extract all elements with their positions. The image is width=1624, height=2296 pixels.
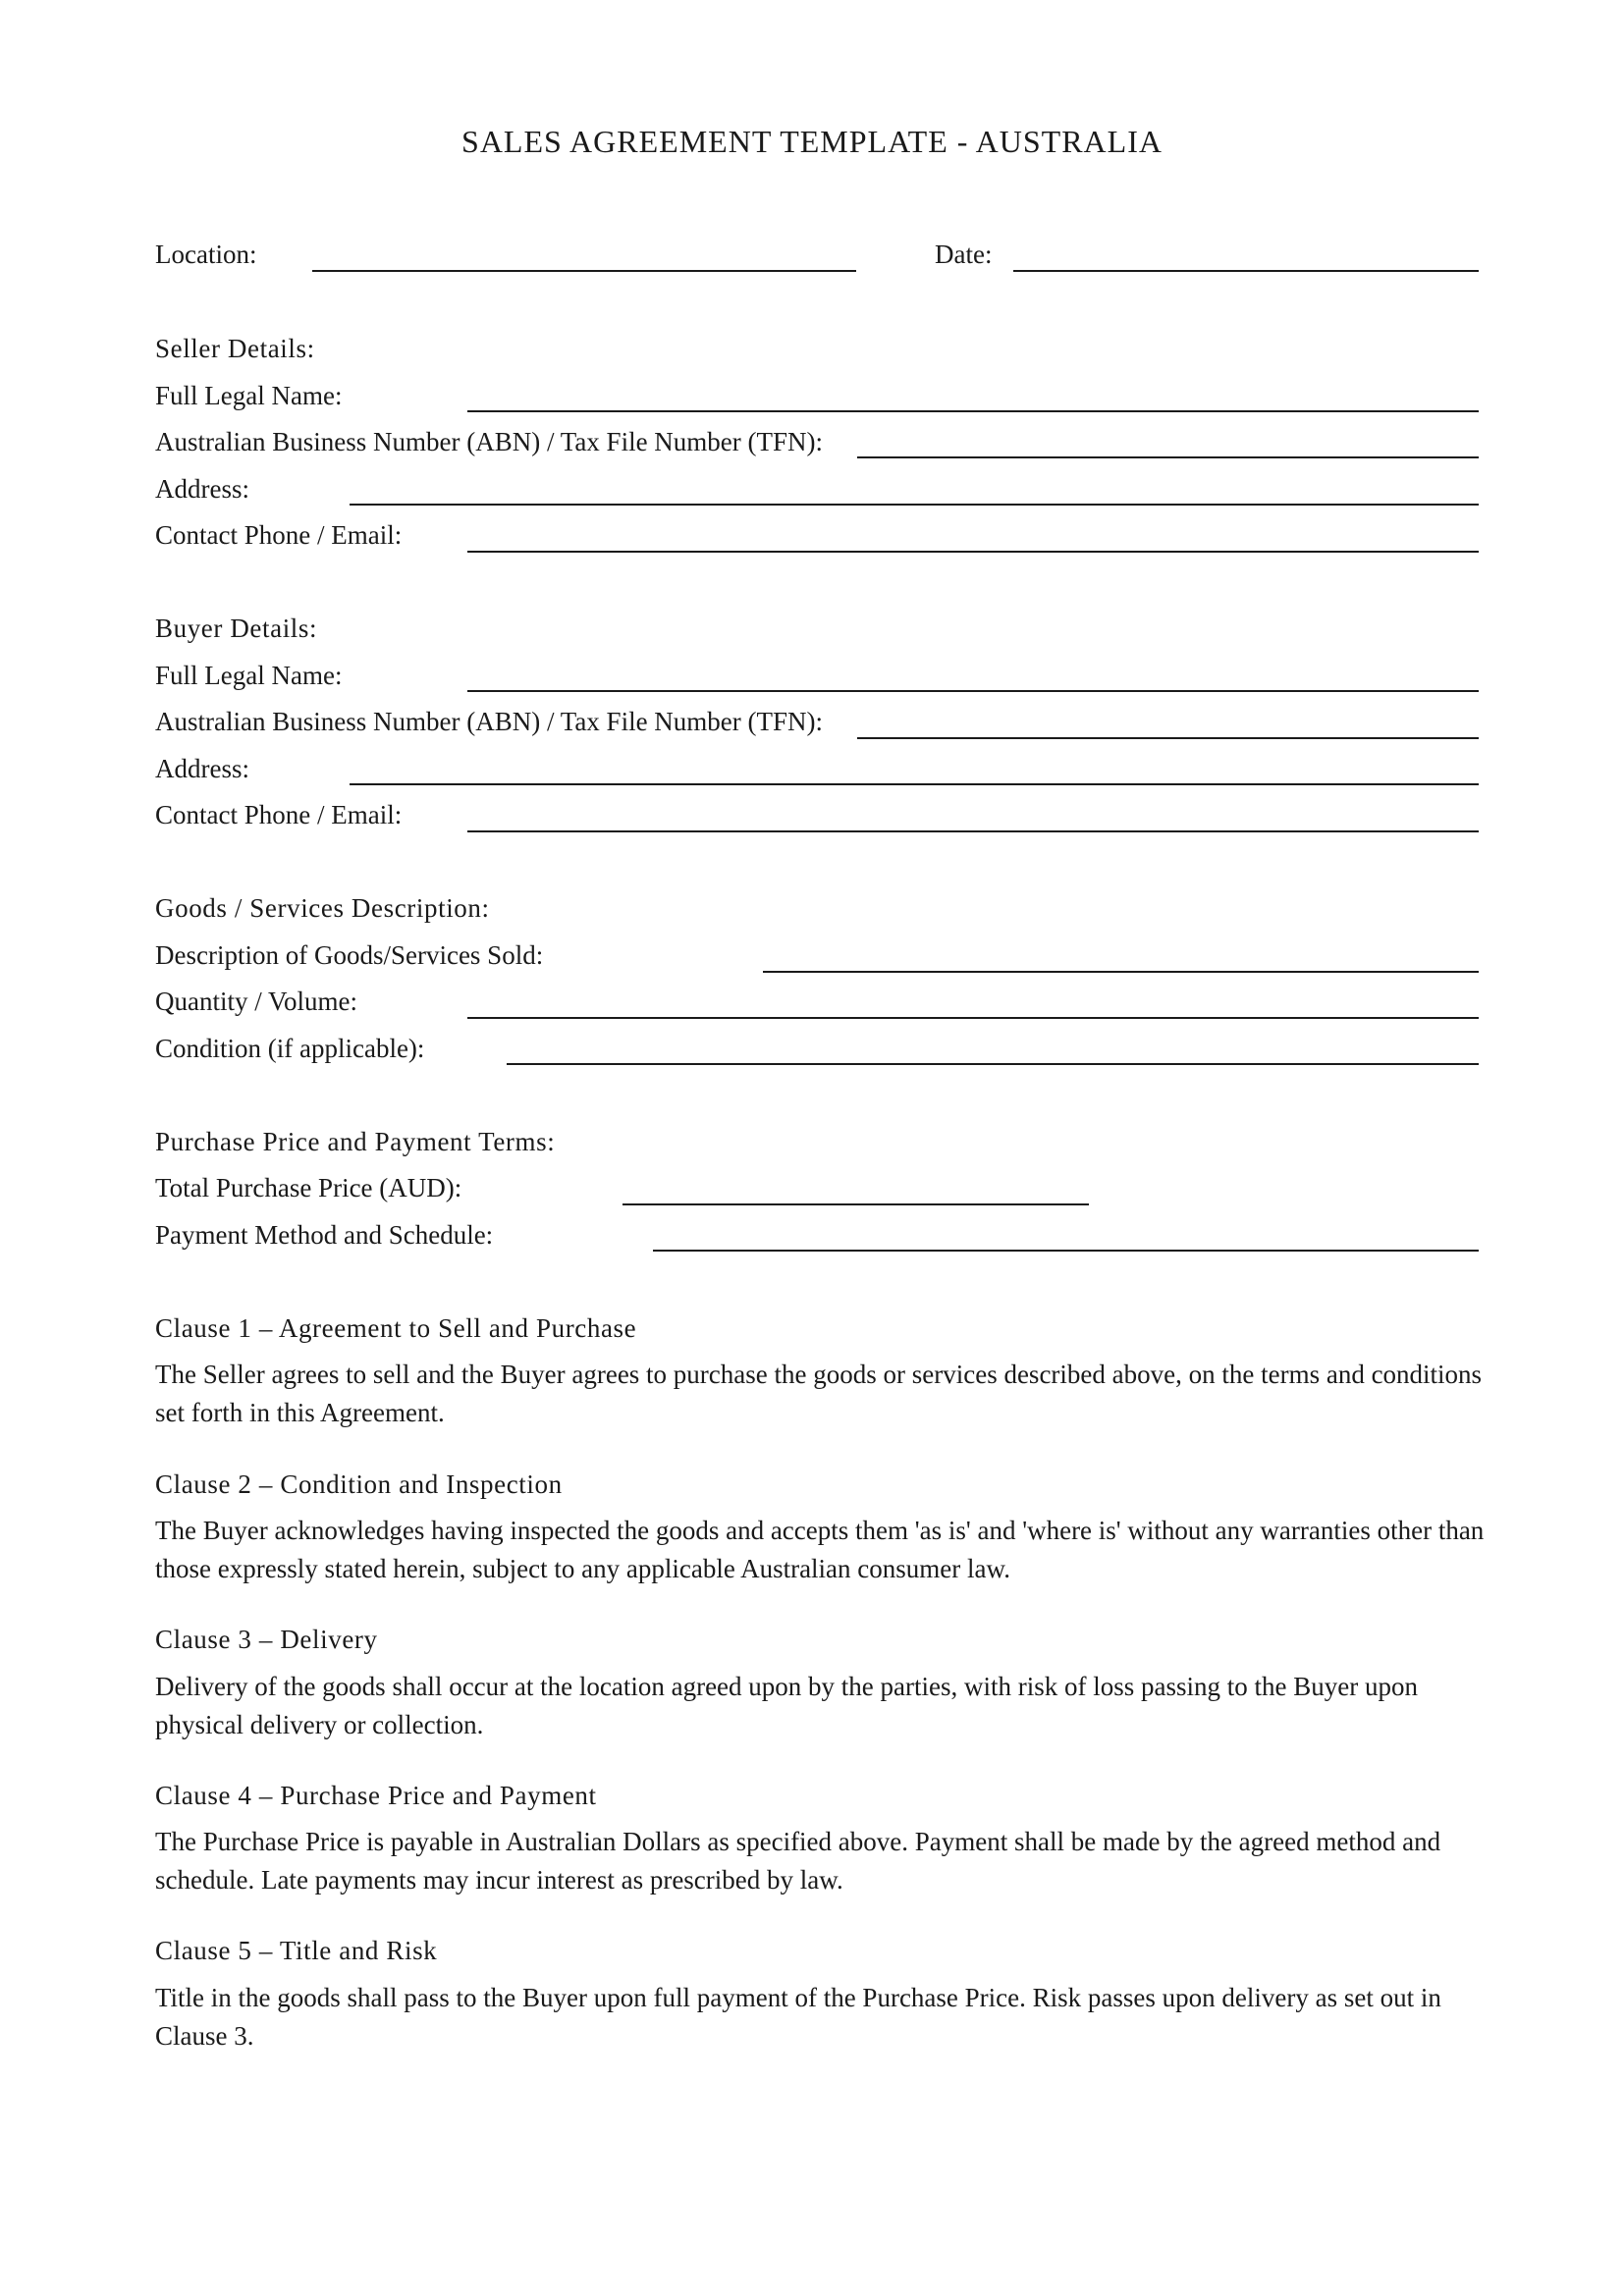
clause-3-body: Delivery of the goods shall occur at the location agreed upon by the parties, with risk of loss passing to the Buyer upon physical delivery or collection. <box>155 1672 1418 1739</box>
buyer-address-line[interactable] <box>350 783 1479 785</box>
buyer-full-name-line[interactable] <box>467 690 1479 692</box>
clause-1-heading: Clause 1 – Agreement to Sell and Purchase <box>155 1313 637 1343</box>
clause-4-heading: Clause 4 – Purchase Price and Payment <box>155 1781 597 1810</box>
price-terms-heading: Purchase Price and Payment Terms: <box>155 1127 556 1156</box>
date-label: Date: <box>935 240 993 269</box>
quantity-label: Quantity / Volume: <box>155 987 358 1016</box>
seller-full-name-label: Full Legal Name: <box>155 381 343 410</box>
document-title: SALES AGREEMENT TEMPLATE - AUSTRALIA <box>461 124 1163 159</box>
buyer-details-heading: Buyer Details: <box>155 614 318 643</box>
buyer-contact-line[interactable] <box>467 830 1479 832</box>
buyer-address-label: Address: <box>155 754 249 783</box>
condition-label: Condition (if applicable): <box>155 1034 425 1063</box>
total-price-label: Total Purchase Price (AUD): <box>155 1173 462 1202</box>
seller-details-heading: Seller Details: <box>155 334 315 363</box>
seller-abn-label: Australian Business Number (ABN) / Tax File Number (TFN): <box>155 427 824 456</box>
goods-description-label: Description of Goods/Services Sold: <box>155 940 544 970</box>
seller-contact-line[interactable] <box>467 551 1479 553</box>
condition-line[interactable] <box>507 1063 1479 1065</box>
location-label: Location: <box>155 240 257 269</box>
location-field-line[interactable] <box>312 270 856 272</box>
seller-full-name-line[interactable] <box>467 410 1479 412</box>
quantity-line[interactable] <box>467 1017 1479 1019</box>
buyer-full-name-label: Full Legal Name: <box>155 661 343 690</box>
buyer-contact-label: Contact Phone / Email: <box>155 800 403 829</box>
payment-method-line[interactable] <box>653 1250 1479 1252</box>
clause-3-heading: Clause 3 – Delivery <box>155 1625 378 1654</box>
seller-address-line[interactable] <box>350 504 1479 506</box>
total-price-line[interactable] <box>623 1203 1089 1205</box>
clause-4-body: The Purchase Price is payable in Australian Dollars as specified above. Payment shall be made by the agreed method and schedule. Late payments may incur interest as prescribed by law. <box>155 1827 1441 1895</box>
seller-address-label: Address: <box>155 474 249 504</box>
clause-1-body: The Seller agrees to sell and the Buyer agrees to purchase the goods or services described above, on the terms and conditions set forth in this Agreement. <box>155 1360 1483 1427</box>
clause-2-heading: Clause 2 – Condition and Inspection <box>155 1469 563 1499</box>
date-field-line[interactable] <box>1013 270 1479 272</box>
clause-5-heading: Clause 5 – Title and Risk <box>155 1936 438 1965</box>
goods-description-line[interactable] <box>763 971 1479 973</box>
buyer-abn-line[interactable] <box>857 737 1479 739</box>
goods-services-heading: Goods / Services Description: <box>155 893 490 923</box>
clause-2-body: The Buyer acknowledges having inspected the goods and accepts them 'as is' and 'where is' without any warranties other than those expressly stated herein, subject to any applicable Australian consumer law. <box>155 1516 1485 1583</box>
seller-contact-label: Contact Phone / Email: <box>155 520 403 550</box>
clause-5-body: Title in the goods shall pass to the Buyer upon full payment of the Purchase Price. Risk passes upon delivery as set out in Clause 3. <box>155 1983 1441 2051</box>
payment-method-label: Payment Method and Schedule: <box>155 1220 494 1250</box>
seller-abn-line[interactable] <box>857 456 1479 458</box>
buyer-abn-label: Australian Business Number (ABN) / Tax File Number (TFN): <box>155 707 824 736</box>
